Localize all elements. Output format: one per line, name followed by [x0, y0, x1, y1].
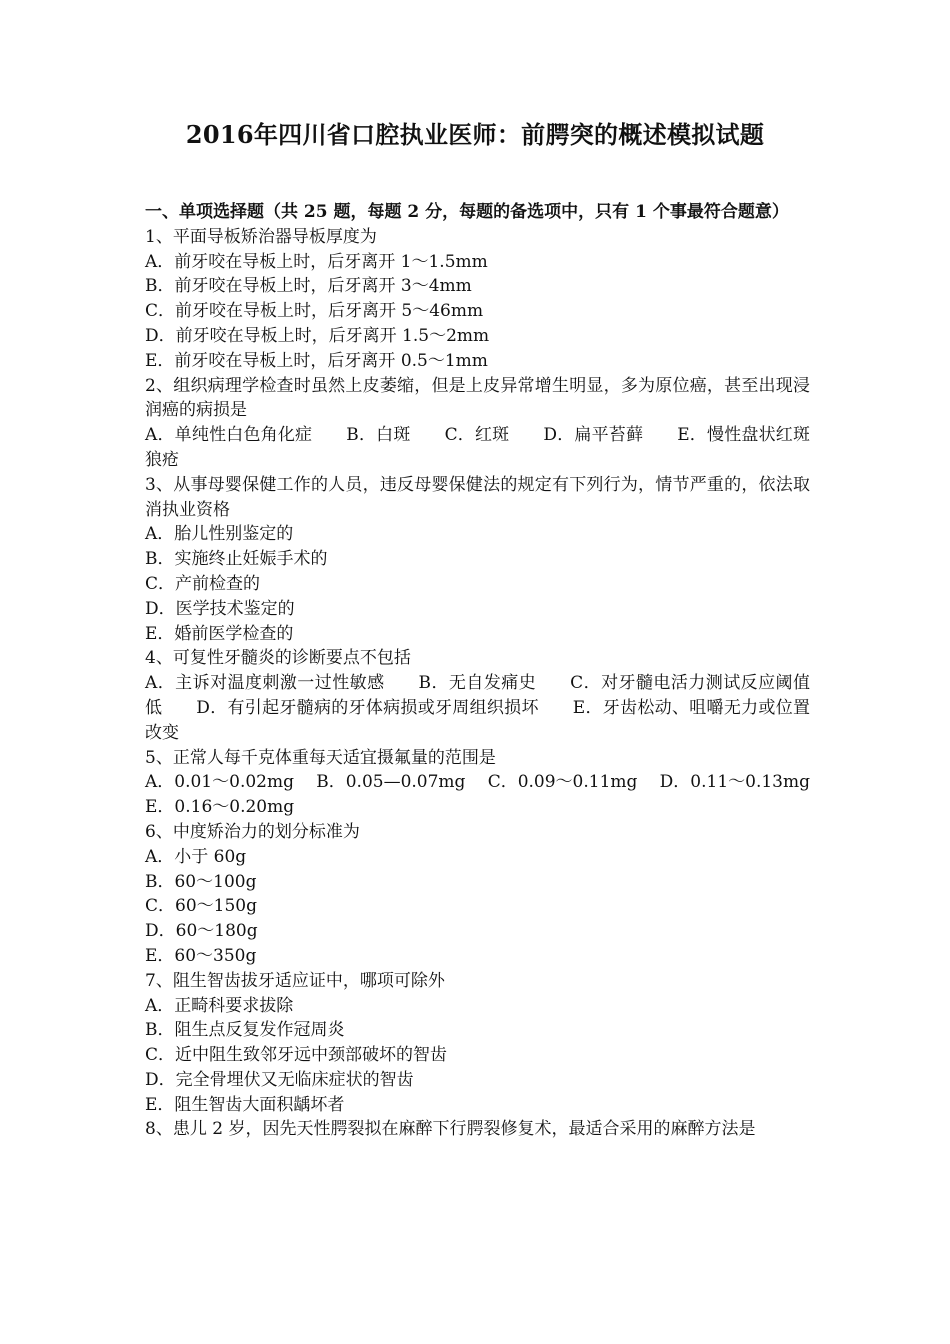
question-stem: 5、正常人每千克体重每天适宜摄氟量的范围是: [145, 747, 496, 768]
question-stem: 1、平面导板矫治器导板厚度为: [145, 226, 377, 247]
option-b: B．60～100g: [145, 871, 257, 892]
option-d: D．扁平苔藓: [543, 425, 644, 446]
option-c: C．0.09～0.11mg: [487, 772, 638, 793]
option-a: A．胎儿性别鉴定的: [145, 524, 294, 545]
question-4: [145, 646, 810, 745]
option-e: E．慢性盘状红斑狼疮: [145, 425, 810, 470]
option-c: C．对牙髓电活力测试反应阈值低: [145, 673, 810, 718]
option-c: C．60～150g: [145, 896, 257, 917]
option-a: A．小于 60g: [145, 846, 247, 867]
inline-options: [145, 423, 810, 473]
option-a: A．正畸科要求拔除: [145, 995, 294, 1016]
question-8: [145, 1117, 810, 1142]
option-a: A．前牙咬在导板上时，后牙离开 1～1.5mm: [145, 251, 488, 272]
question-stem: 8、患儿 2 岁，因先天性腭裂拟在麻醉下行腭裂修复术，最适合采用的麻醉方法是: [145, 1119, 756, 1140]
option-c: C．红斑: [444, 425, 510, 446]
option-a: A．单纯性白色角化症: [145, 425, 313, 446]
option-d: D．前牙咬在导板上时，后牙离开 1.5～2mm: [145, 325, 490, 346]
option-d: D．60～180g: [145, 921, 258, 942]
option-e: E．0.16～0.20mg: [145, 797, 295, 818]
option-b: B．实施终止妊娠手术的: [145, 549, 328, 570]
question-stem: 7、阻生智齿拔牙适应证中，哪项可除外: [145, 970, 445, 991]
option-d: D．0.11～0.13mg: [659, 772, 810, 793]
section-heading: 一、单项选择题（共 25 题，每题 2 分，每题的备选项中，只有 1 个事最符合题意）: [145, 202, 789, 222]
question-stem: 4、可复性牙髓炎的诊断要点不包括: [145, 648, 411, 669]
option-b: B．前牙咬在导板上时，后牙离开 3～4mm: [145, 276, 472, 297]
option-b: B．无自发痛史: [418, 673, 537, 694]
option-b: B．白斑: [346, 425, 411, 446]
option-d: D．医学技术鉴定的: [145, 598, 295, 619]
option-d: D．完全骨埋伏又无临床症状的智齿: [145, 1069, 414, 1090]
inline-options: [145, 671, 810, 745]
option-c: C．前牙咬在导板上时，后牙离开 5～46mm: [145, 301, 484, 322]
inline-options: [145, 770, 810, 795]
option-a: A．0.01～0.02mg: [145, 772, 294, 793]
question-3: [145, 473, 810, 647]
option-e: E．牙齿松动、咀嚼无力或位置改变: [145, 697, 810, 743]
question-7: [145, 969, 810, 1118]
exam-content: [145, 200, 810, 1142]
option-e: E．婚前医学检查的: [145, 623, 294, 644]
question-stem: 2、组织病理学检查时虽然上皮萎缩，但是上皮异常增生明显，多为原位癌，甚至出现浸润癌的病损是: [145, 375, 810, 421]
page-title: 2016年四川省口腔执业医师：前腭突的概述模拟试题: [185, 120, 765, 149]
question-2: [145, 374, 810, 473]
option-d: D．有引起牙髓病的牙体病损或牙周组织损坏: [196, 697, 539, 718]
option-b: B．0.05—0.07mg: [316, 772, 466, 793]
option-c: C．近中阻生致邻牙远中颈部破坏的智齿: [145, 1045, 448, 1066]
option-c: C．产前检查的: [145, 573, 261, 594]
option-e: E．阻生智齿大面积龋坏者: [145, 1094, 345, 1115]
option-e: E．前牙咬在导板上时，后牙离开 0.5～1mm: [145, 350, 488, 371]
question-1: [145, 225, 810, 374]
question-stem: 6、中度矫治力的划分标准为: [145, 821, 360, 842]
option-a: A．主诉对温度刺激一过性敏感: [145, 673, 385, 694]
question-5: [145, 746, 810, 820]
question-6: [145, 820, 810, 969]
question-stem: 3、从事母婴保健工作的人员，违反母婴保健法的规定有下列行为，情节严重的，依法取消执业资格: [145, 474, 810, 520]
option-e: E．60～350g: [145, 945, 257, 966]
option-b: B．阻生点反复发作冠周炎: [145, 1020, 345, 1041]
